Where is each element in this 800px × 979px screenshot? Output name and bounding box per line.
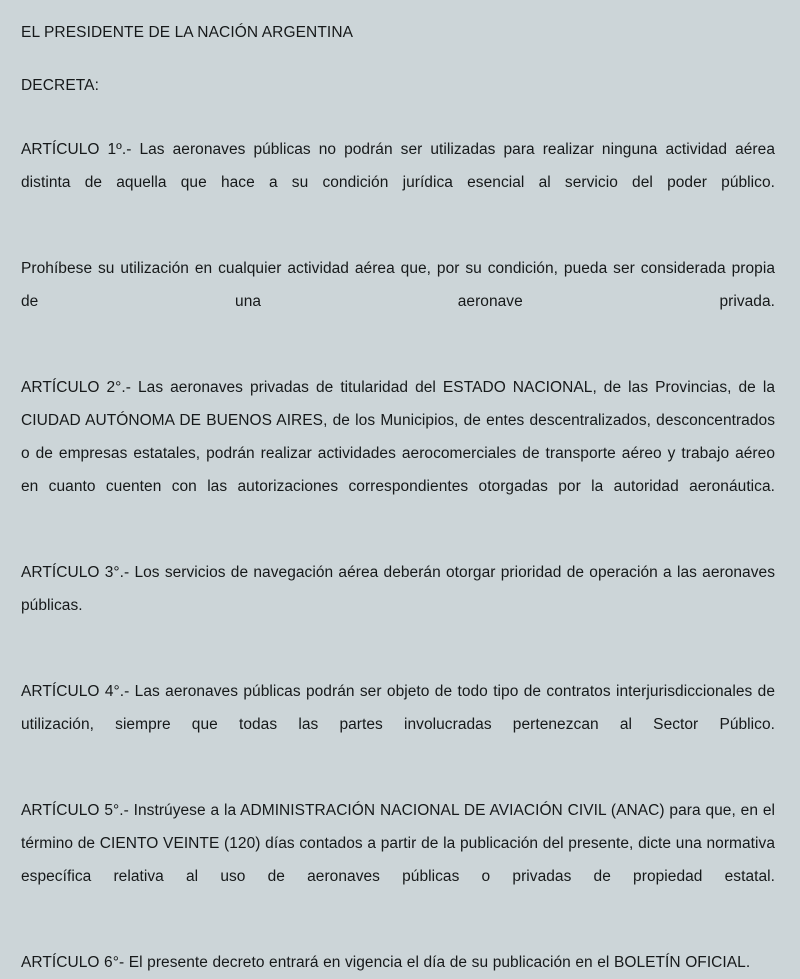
article-6-paragraph: ARTÍCULO 6°- El presente decreto entrará en vigencia el día de su publicación en el BOLETÍN OFICIAL. [21, 954, 751, 971]
article-4-paragraph: ARTÍCULO 4°.- Las aeronaves públicas podrán ser objeto de todo tipo de contratos interjurisdiccionales de utilización, siempre que todas las partes involucradas pertenezcan al Sector Público. [21, 683, 775, 733]
document-body [21, 22, 775, 979]
article-1-paragraph: ARTÍCULO 1º.- Las aeronaves públicas no podrán ser utilizadas para realizar ninguna actividad aérea distinta de aquella que hace a su condición jurídica esencial al servicio del poder público. [21, 141, 775, 191]
article-5-paragraph: ARTÍCULO 5°.- Instrúyese a la ADMINISTRACIÓN NACIONAL DE AVIACIÓN CIVIL (ANAC) para que, en el término de CIENTO VEINTE (120) días contados a partir de la publicación del presente, dicte una normativa específica relativa al uso de aeronaves públicas o privadas de propiedad estatal. [21, 802, 775, 885]
prohibition-paragraph: Prohíbese su utilización en cualquier actividad aérea que, por su condición, pueda ser considerada propia de una aeronave privada. [21, 260, 775, 310]
document-heading-president: EL PRESIDENTE DE LA NACIÓN ARGENTINA [21, 24, 354, 41]
document-heading-decreta: DECRETA: [21, 77, 100, 94]
article-2-paragraph: ARTÍCULO 2°.- Las aeronaves privadas de titularidad del ESTADO NACIONAL, de las Provincias, de la CIUDAD AUTÓNOMA DE BUENOS AIRES, de los Municipios, de entes descentralizados, desconcentrados o de empresas estatales, podrán realizar actividades aerocomerciales de transporte aéreo y trabajo aéreo en cuanto cuenten con las autorizaciones correspondientes otorgadas por la autoridad aeronáutica. [21, 379, 775, 495]
article-3-paragraph: ARTÍCULO 3°.- Los servicios de navegación aérea deberán otorgar prioridad de operación a las aeronaves públicas. [21, 564, 775, 614]
